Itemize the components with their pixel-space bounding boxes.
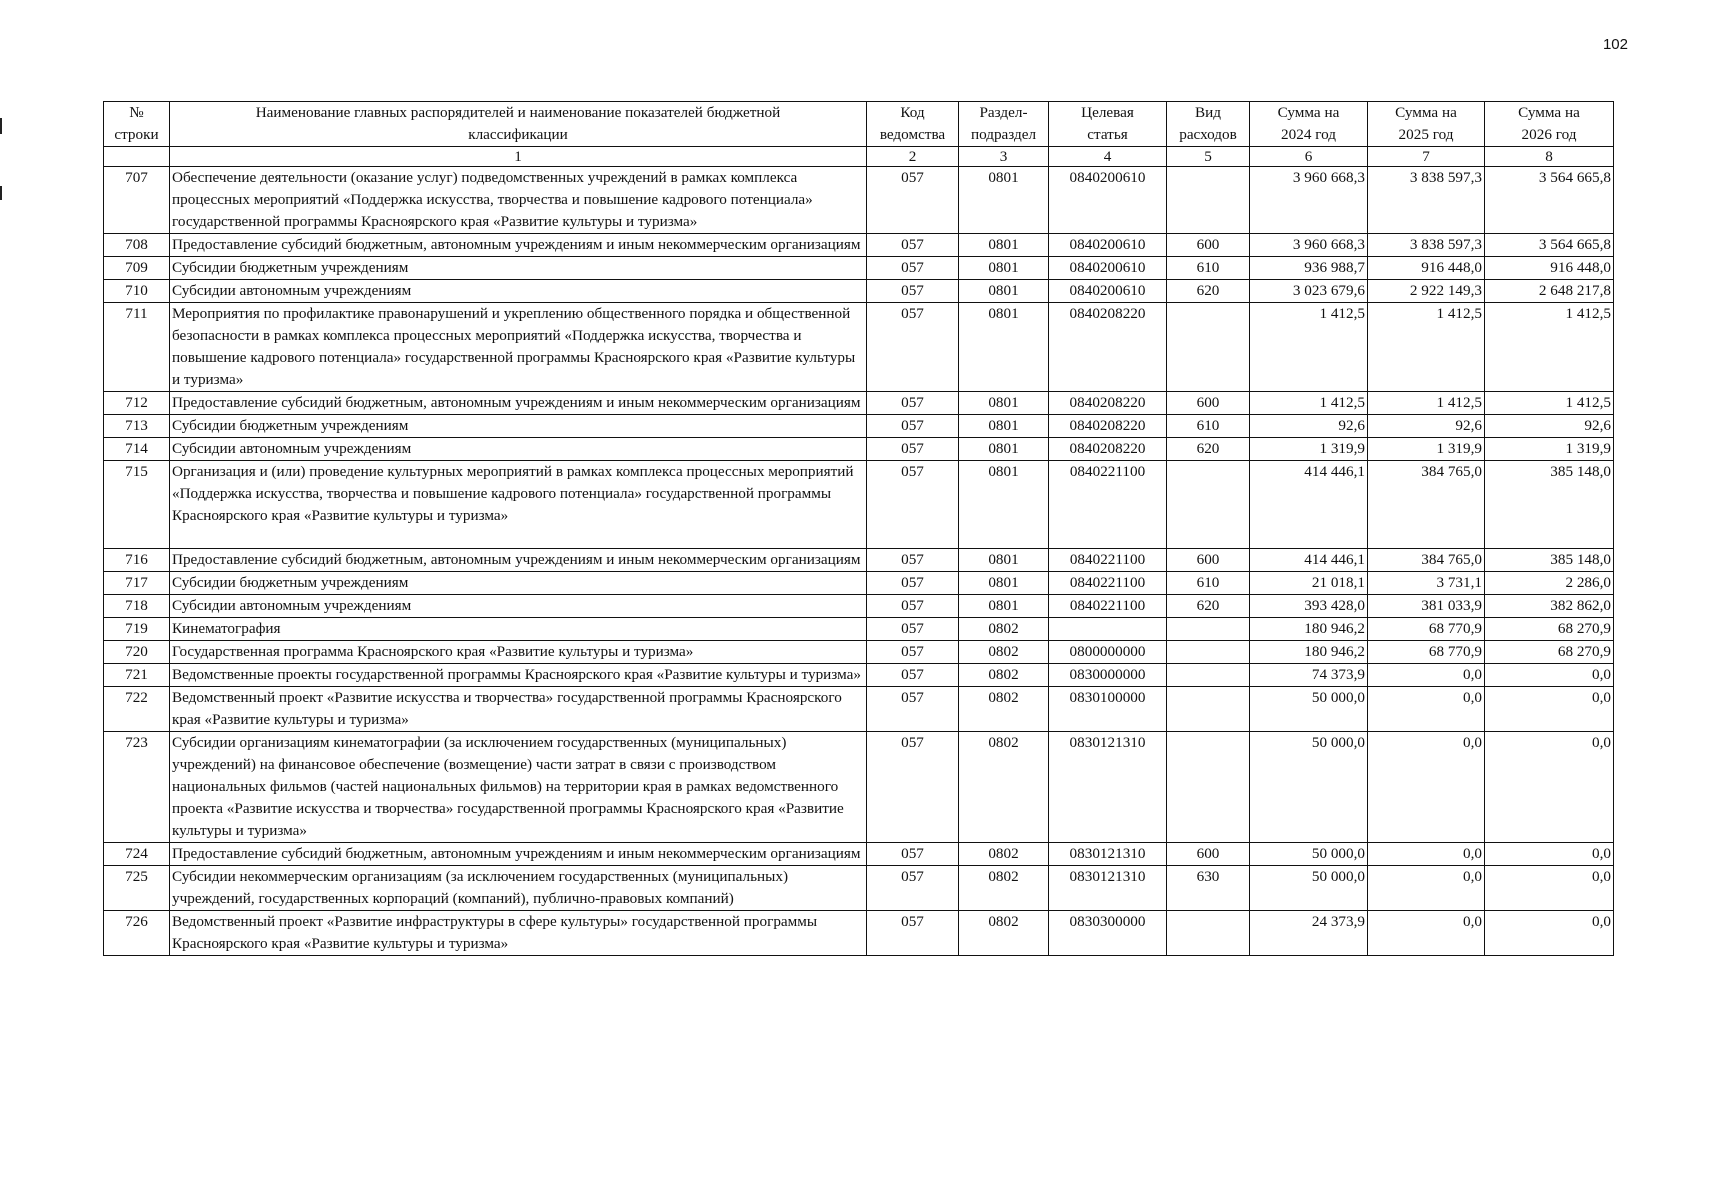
header-name: Наименование главных распорядителей и наименование показателей бюджетной классификации	[170, 102, 867, 147]
row-number: 721	[104, 664, 170, 687]
row-sum-2024: 50 000,0	[1250, 732, 1368, 843]
header-target-article: Целевая статья	[1049, 102, 1167, 147]
row-sum-2026: 385 148,0	[1485, 461, 1614, 549]
row-sum-2025: 2 922 149,3	[1368, 280, 1485, 303]
table-row	[104, 843, 1614, 866]
row-number: 724	[104, 843, 170, 866]
row-section: 0802	[959, 866, 1049, 911]
row-expense-type	[1167, 732, 1250, 843]
table-row	[104, 595, 1614, 618]
row-name: Предоставление субсидий бюджетным, автономным учреждениям и иным некоммерческим организациям	[170, 392, 867, 415]
row-name: Субсидии бюджетным учреждениям	[170, 415, 867, 438]
row-dept-code: 057	[867, 595, 959, 618]
row-section: 0801	[959, 234, 1049, 257]
row-expense-type	[1167, 911, 1250, 956]
row-sum-2026: 1 412,5	[1485, 392, 1614, 415]
row-target-article: 0840208220	[1049, 303, 1167, 392]
column-number: 7	[1368, 147, 1485, 167]
row-sum-2025: 381 033,9	[1368, 595, 1485, 618]
row-target-article: 0840208220	[1049, 392, 1167, 415]
row-target-article: 0840221100	[1049, 549, 1167, 572]
row-sum-2026: 0,0	[1485, 687, 1614, 732]
table-row	[104, 303, 1614, 392]
row-sum-2024: 393 428,0	[1250, 595, 1368, 618]
row-dept-code: 057	[867, 687, 959, 732]
row-section: 0801	[959, 257, 1049, 280]
table-row	[104, 664, 1614, 687]
row-target-article: 0840200610	[1049, 280, 1167, 303]
row-dept-code: 057	[867, 843, 959, 866]
row-sum-2024: 92,6	[1250, 415, 1368, 438]
row-section: 0801	[959, 595, 1049, 618]
row-section: 0801	[959, 572, 1049, 595]
row-section: 0801	[959, 549, 1049, 572]
row-sum-2024: 74 373,9	[1250, 664, 1368, 687]
row-section: 0802	[959, 664, 1049, 687]
row-sum-2024: 1 412,5	[1250, 392, 1368, 415]
row-dept-code: 057	[867, 303, 959, 392]
row-name: Ведомственный проект «Развитие искусства и творчества» государственной программы Красноярского края «Развитие культуры и туризма»	[170, 687, 867, 732]
table-row	[104, 415, 1614, 438]
row-number: 722	[104, 687, 170, 732]
row-dept-code: 057	[867, 167, 959, 234]
header-dept-code: Код ведомства	[867, 102, 959, 147]
row-sum-2026: 68 270,9	[1485, 618, 1614, 641]
row-dept-code: 057	[867, 911, 959, 956]
row-name: Ведомственный проект «Развитие инфраструктуры в сфере культуры» государственной программы Красноярского края «Развитие культуры и туризма»	[170, 911, 867, 956]
row-section: 0801	[959, 303, 1049, 392]
row-name: Предоставление субсидий бюджетным, автономным учреждениям и иным некоммерческим организациям	[170, 234, 867, 257]
row-name: Субсидии автономным учреждениям	[170, 438, 867, 461]
row-target-article: 0840208220	[1049, 415, 1167, 438]
row-dept-code: 057	[867, 257, 959, 280]
header-sum-2024: Сумма на 2024 год	[1250, 102, 1368, 147]
row-name: Субсидии организациям кинематографии (за исключением государственных (муниципальных) учреждений) на финансовое обеспечение (возмещение) части затрат в связи с производством национальных фильмов (частей национальных фильмов) на территории края в рамках ведомственного проекта «Развитие искусства и творчества» государственной программы Красноярского края «Развитие культуры и туризма»	[170, 732, 867, 843]
row-expense-type: 600	[1167, 234, 1250, 257]
table-row	[104, 572, 1614, 595]
row-section: 0802	[959, 641, 1049, 664]
row-target-article: 0830300000	[1049, 911, 1167, 956]
row-number: 726	[104, 911, 170, 956]
row-target-article: 0840200610	[1049, 167, 1167, 234]
table-row	[104, 257, 1614, 280]
row-name: Предоставление субсидий бюджетным, автономным учреждениям и иным некоммерческим организациям	[170, 549, 867, 572]
row-number: 713	[104, 415, 170, 438]
row-sum-2026: 916 448,0	[1485, 257, 1614, 280]
row-number: 707	[104, 167, 170, 234]
row-sum-2025: 1 412,5	[1368, 392, 1485, 415]
row-sum-2026: 0,0	[1485, 866, 1614, 911]
row-target-article: 0840200610	[1049, 257, 1167, 280]
row-target-article: 0830100000	[1049, 687, 1167, 732]
row-number: 708	[104, 234, 170, 257]
row-expense-type: 620	[1167, 280, 1250, 303]
row-sum-2026: 2 286,0	[1485, 572, 1614, 595]
row-section: 0802	[959, 618, 1049, 641]
row-expense-type	[1167, 461, 1250, 549]
row-sum-2026: 0,0	[1485, 911, 1614, 956]
row-sum-2025: 0,0	[1368, 911, 1485, 956]
row-section: 0801	[959, 415, 1049, 438]
row-dept-code: 057	[867, 618, 959, 641]
table-row	[104, 438, 1614, 461]
row-sum-2024: 3 960 668,3	[1250, 234, 1368, 257]
row-number: 709	[104, 257, 170, 280]
row-sum-2025: 3 838 597,3	[1368, 167, 1485, 234]
row-number: 723	[104, 732, 170, 843]
row-dept-code: 057	[867, 664, 959, 687]
row-sum-2025: 92,6	[1368, 415, 1485, 438]
row-sum-2026: 382 862,0	[1485, 595, 1614, 618]
row-name: Государственная программа Красноярского края «Развитие культуры и туризма»	[170, 641, 867, 664]
row-target-article: 0840208220	[1049, 438, 1167, 461]
column-number: 6	[1250, 147, 1368, 167]
row-expense-type: 610	[1167, 257, 1250, 280]
row-sum-2024: 50 000,0	[1250, 687, 1368, 732]
table-row	[104, 732, 1614, 843]
budget-table	[103, 101, 1614, 956]
row-expense-type: 620	[1167, 438, 1250, 461]
row-number: 720	[104, 641, 170, 664]
row-sum-2026: 3 564 665,8	[1485, 234, 1614, 257]
table-row	[104, 234, 1614, 257]
row-sum-2024: 50 000,0	[1250, 866, 1368, 911]
row-target-article: 0840221100	[1049, 572, 1167, 595]
row-dept-code: 057	[867, 438, 959, 461]
row-name: Субсидии автономным учреждениям	[170, 280, 867, 303]
row-expense-type: 610	[1167, 572, 1250, 595]
row-sum-2025: 1 412,5	[1368, 303, 1485, 392]
row-number: 711	[104, 303, 170, 392]
row-dept-code: 057	[867, 572, 959, 595]
row-number: 717	[104, 572, 170, 595]
column-number-row	[104, 147, 1614, 167]
column-number: 8	[1485, 147, 1614, 167]
row-target-article: 0830121310	[1049, 732, 1167, 843]
row-sum-2024: 180 946,2	[1250, 618, 1368, 641]
header-sum-2025: Сумма на 2025 год	[1368, 102, 1485, 147]
table-row	[104, 866, 1614, 911]
table-row	[104, 687, 1614, 732]
table-body	[104, 167, 1614, 956]
row-sum-2025: 0,0	[1368, 843, 1485, 866]
row-name: Мероприятия по профилактике правонарушений и укреплению общественного порядка и общественной безопасности в рамках комплекса процессных мероприятий «Поддержка искусства, творчества и повышение кадрового потенциала» государственной программы Красноярского края «Развитие культуры и туризма»	[170, 303, 867, 392]
row-expense-type: 600	[1167, 392, 1250, 415]
row-sum-2024: 3 023 679,6	[1250, 280, 1368, 303]
table-row	[104, 549, 1614, 572]
row-sum-2026: 0,0	[1485, 732, 1614, 843]
row-expense-type	[1167, 618, 1250, 641]
row-target-article: 0830121310	[1049, 843, 1167, 866]
row-number: 715	[104, 461, 170, 549]
row-number: 712	[104, 392, 170, 415]
row-dept-code: 057	[867, 234, 959, 257]
table-row	[104, 392, 1614, 415]
row-number: 714	[104, 438, 170, 461]
column-number: 2	[867, 147, 959, 167]
row-name: Ведомственные проекты государственной программы Красноярского края «Развитие культуры и туризма»	[170, 664, 867, 687]
header-expense-type: Вид расходов	[1167, 102, 1250, 147]
table-row	[104, 618, 1614, 641]
row-expense-type: 610	[1167, 415, 1250, 438]
row-expense-type	[1167, 664, 1250, 687]
table-row	[104, 280, 1614, 303]
header-sum-2026: Сумма на 2026 год	[1485, 102, 1614, 147]
scan-edge-mark	[0, 118, 2, 134]
row-sum-2026: 68 270,9	[1485, 641, 1614, 664]
row-target-article: 0840221100	[1049, 461, 1167, 549]
row-expense-type: 630	[1167, 866, 1250, 911]
row-sum-2024: 414 446,1	[1250, 461, 1368, 549]
column-number: 4	[1049, 147, 1167, 167]
row-dept-code: 057	[867, 549, 959, 572]
row-dept-code: 057	[867, 280, 959, 303]
table-row	[104, 911, 1614, 956]
row-sum-2025: 1 319,9	[1368, 438, 1485, 461]
table-row	[104, 167, 1614, 234]
row-name: Предоставление субсидий бюджетным, автономным учреждениям и иным некоммерческим организациям	[170, 843, 867, 866]
row-sum-2026: 2 648 217,8	[1485, 280, 1614, 303]
row-sum-2026: 1 412,5	[1485, 303, 1614, 392]
row-name: Субсидии автономным учреждениям	[170, 595, 867, 618]
row-section: 0802	[959, 687, 1049, 732]
row-sum-2025: 68 770,9	[1368, 618, 1485, 641]
row-name: Субсидии бюджетным учреждениям	[170, 572, 867, 595]
row-number: 710	[104, 280, 170, 303]
row-sum-2024: 180 946,2	[1250, 641, 1368, 664]
column-number: 3	[959, 147, 1049, 167]
row-sum-2024: 414 446,1	[1250, 549, 1368, 572]
row-section: 0801	[959, 461, 1049, 549]
row-number: 719	[104, 618, 170, 641]
row-sum-2025: 0,0	[1368, 732, 1485, 843]
row-section: 0801	[959, 438, 1049, 461]
row-number: 718	[104, 595, 170, 618]
row-target-article: 0830000000	[1049, 664, 1167, 687]
row-target-article: 0840200610	[1049, 234, 1167, 257]
header-no: № строки	[104, 102, 170, 147]
row-section: 0801	[959, 280, 1049, 303]
row-sum-2024: 1 412,5	[1250, 303, 1368, 392]
row-dept-code: 057	[867, 461, 959, 549]
row-number: 716	[104, 549, 170, 572]
row-sum-2026: 0,0	[1485, 843, 1614, 866]
row-sum-2026: 385 148,0	[1485, 549, 1614, 572]
table-row	[104, 461, 1614, 549]
row-expense-type	[1167, 167, 1250, 234]
row-name: Организация и (или) проведение культурных мероприятий в рамках комплекса процессных мероприятий «Поддержка искусства, творчества и повышение кадрового потенциала» государственной программы Красноярского края «Развитие культуры и туризма»	[170, 461, 867, 549]
row-sum-2026: 1 319,9	[1485, 438, 1614, 461]
row-sum-2025: 384 765,0	[1368, 461, 1485, 549]
row-section: 0801	[959, 392, 1049, 415]
row-sum-2025: 0,0	[1368, 664, 1485, 687]
column-number: 5	[1167, 147, 1250, 167]
row-section: 0802	[959, 732, 1049, 843]
row-dept-code: 057	[867, 732, 959, 843]
header-row	[104, 102, 1614, 147]
row-sum-2024: 3 960 668,3	[1250, 167, 1368, 234]
row-section: 0802	[959, 843, 1049, 866]
row-sum-2026: 0,0	[1485, 664, 1614, 687]
row-sum-2024: 936 988,7	[1250, 257, 1368, 280]
table-row	[104, 641, 1614, 664]
row-number: 725	[104, 866, 170, 911]
row-name: Обеспечение деятельности (оказание услуг) подведомственных учреждений в рамках комплекса процессных мероприятий «Поддержка искусства, творчества и повышение кадрового потенциала» государственной программы Красноярского края «Развитие культуры и туризма»	[170, 167, 867, 234]
row-expense-type: 620	[1167, 595, 1250, 618]
row-section: 0802	[959, 911, 1049, 956]
row-name: Субсидии некоммерческим организациям (за исключением государственных (муниципальных) учреждений, государственных корпораций (компаний), публично-правовых компаний)	[170, 866, 867, 911]
row-expense-type: 600	[1167, 549, 1250, 572]
page-number: 102	[1602, 36, 1628, 53]
row-sum-2025: 916 448,0	[1368, 257, 1485, 280]
row-dept-code: 057	[867, 415, 959, 438]
row-sum-2025: 0,0	[1368, 866, 1485, 911]
column-number: 1	[170, 147, 867, 167]
row-sum-2025: 384 765,0	[1368, 549, 1485, 572]
header-section: Раздел- подраздел	[959, 102, 1049, 147]
row-sum-2025: 0,0	[1368, 687, 1485, 732]
row-sum-2024: 50 000,0	[1250, 843, 1368, 866]
row-dept-code: 057	[867, 392, 959, 415]
column-number	[104, 147, 170, 167]
row-sum-2025: 3 838 597,3	[1368, 234, 1485, 257]
row-target-article: 0840221100	[1049, 595, 1167, 618]
row-sum-2024: 24 373,9	[1250, 911, 1368, 956]
row-expense-type	[1167, 687, 1250, 732]
row-dept-code: 057	[867, 641, 959, 664]
row-expense-type	[1167, 641, 1250, 664]
row-sum-2026: 3 564 665,8	[1485, 167, 1614, 234]
row-sum-2025: 68 770,9	[1368, 641, 1485, 664]
row-sum-2026: 92,6	[1485, 415, 1614, 438]
row-name: Кинематография	[170, 618, 867, 641]
row-target-article: 0830121310	[1049, 866, 1167, 911]
row-sum-2025: 3 731,1	[1368, 572, 1485, 595]
row-target-article: 0800000000	[1049, 641, 1167, 664]
scan-edge-mark	[0, 186, 2, 200]
row-target-article	[1049, 618, 1167, 641]
row-dept-code: 057	[867, 866, 959, 911]
row-name: Субсидии бюджетным учреждениям	[170, 257, 867, 280]
row-expense-type	[1167, 303, 1250, 392]
row-section: 0801	[959, 167, 1049, 234]
row-sum-2024: 21 018,1	[1250, 572, 1368, 595]
row-expense-type: 600	[1167, 843, 1250, 866]
row-sum-2024: 1 319,9	[1250, 438, 1368, 461]
